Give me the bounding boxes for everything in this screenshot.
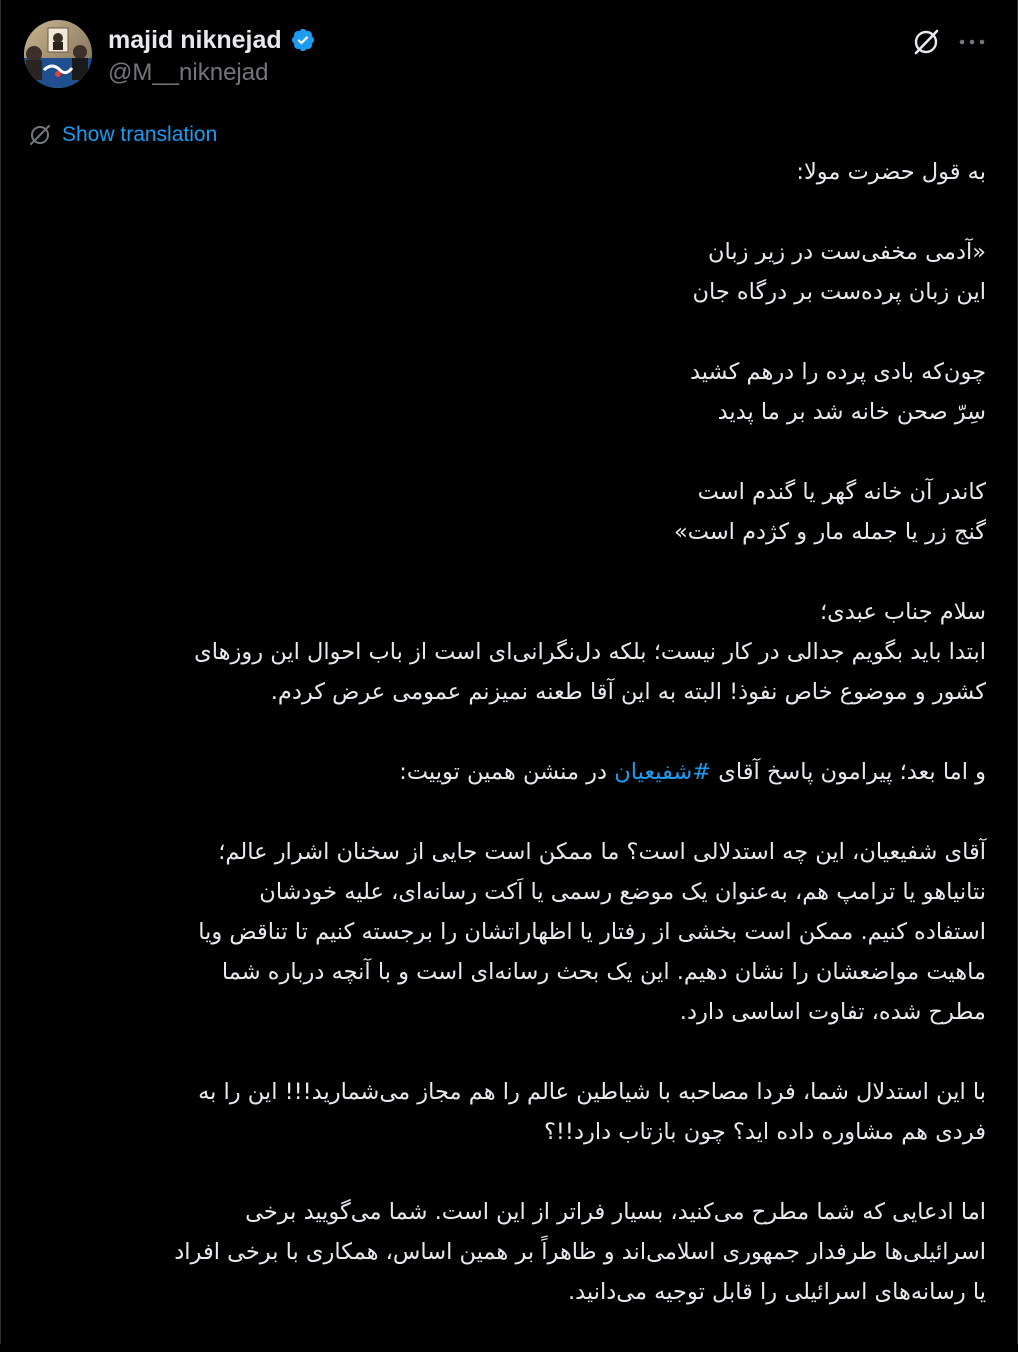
show-translation-link[interactable]: [28, 120, 217, 150]
more-options-icon: [958, 38, 986, 46]
grok-button[interactable]: [908, 24, 944, 60]
avatar[interactable]: [24, 20, 92, 88]
tweet-line: یا رسانه‌های اسرائیلی را قابل توجیه می‌دانید.: [567, 1279, 986, 1305]
tweet-line: آقای شفیعیان، این چه استدلالی است؟ ما ممکن است جایی از سخنان اشرار عالم؛: [218, 839, 986, 865]
tweet-line: «آدمی مخفی‌ست در زیر زبان: [707, 239, 986, 265]
tweet-line: ابتدا باید بگویم جدالی در کار نیست؛ بلکه دل‌نگرانی‌ای است از باب احوال این روزهای: [194, 639, 986, 665]
translate-globe-icon: [28, 123, 52, 147]
tweet-line: سلام جناب عبدی؛: [819, 599, 986, 625]
hashtag-link[interactable]: #شفیعیان: [614, 759, 712, 785]
tweet-paragraph: [32, 472, 986, 552]
tweet-line: اما ادعایی که شما مطرح می‌کنید، بسیار فراتر از این است. شما می‌گویید برخی: [245, 1199, 986, 1225]
tweet-line: چون‌که بادی پرده را درهم کشید: [689, 359, 986, 385]
author-name-row: [108, 22, 316, 58]
tweet-line: نتانیاهو یا ترامپ هم، به‌عنوان یک موضع رسمی یا اَکت رسانه‌ای، علیه خودشان: [259, 879, 986, 905]
tweet-line: فردی هم مشاوره داده اید؟ چون بازتاب دارد!!؟: [543, 1119, 986, 1145]
tweet-paragraph: [32, 1072, 986, 1152]
tweet-paragraph: [32, 832, 986, 1032]
tweet-header: [24, 20, 994, 92]
more-options-button[interactable]: [954, 24, 990, 60]
tweet-paragraph: [32, 232, 986, 312]
tweet-line: گنج زر یا جمله مار و کژدم است»: [673, 519, 986, 545]
left-divider: [0, 0, 1, 1344]
tweet-line: سِرّ صحن خانه شد بر ما پدید: [717, 399, 986, 425]
grok-icon: [911, 27, 941, 57]
tweet-line: استفاده کنیم. ممکن است بخشی از رفتار یا اظهاراتشان را برجسته کنیم تا تناقض ویا: [198, 919, 986, 945]
tweet-paragraph: [32, 592, 986, 712]
tweet-line: این زبان پرده‌ست بر درگاه جان: [692, 279, 986, 305]
tweet-paragraph: [32, 1192, 986, 1312]
tweet-line: ماهیت مواضعشان را نشان دهیم. این یک بحث رسانه‌ای است و با آنچه درباره شما: [221, 959, 986, 985]
tweet-paragraph: [32, 752, 986, 792]
tweet-line: کاندر آن خانه گهر یا گندم است: [697, 479, 986, 505]
tweet-paragraph: [32, 152, 986, 192]
display-name[interactable]: majid niknejad: [108, 25, 282, 54]
avatar-photo-icon: [24, 20, 92, 88]
author-info: [108, 22, 316, 87]
tweet-line: کشور و موضوع خاص نفوذ! البته به این آقا طعنه نمیزنم عمومی عرض کردم.: [270, 679, 986, 705]
tweet-line: [32, 752, 986, 792]
tweet-paragraph: [32, 352, 986, 432]
tweet-text-segment: در منشن همین توییت:: [399, 759, 615, 785]
tweet-line: به قول حضرت مولا:: [796, 159, 986, 185]
tweet-text-segment: و اما بعد؛ پیرامون پاسخ آقای: [711, 759, 986, 785]
show-translation-label[interactable]: Show translation: [62, 123, 218, 146]
author-handle[interactable]: @M__niknejad: [108, 59, 269, 86]
tweet-line: مطرح شده، تفاوت اساسی دارد.: [679, 999, 986, 1025]
verified-badge-icon[interactable]: [290, 27, 316, 53]
tweet-line: با این استدلال شما، فردا مصاحبه با شیاطین عالم را هم مجاز می‌شمارید!!! این را به: [198, 1079, 986, 1105]
tweet-body: [32, 152, 986, 1352]
tweet-line: اسرائیلی‌ها طرفدار جمهوری اسلامی‌اند و ظاهراً بر همین اساس، همکاری با برخی افراد: [174, 1239, 986, 1265]
